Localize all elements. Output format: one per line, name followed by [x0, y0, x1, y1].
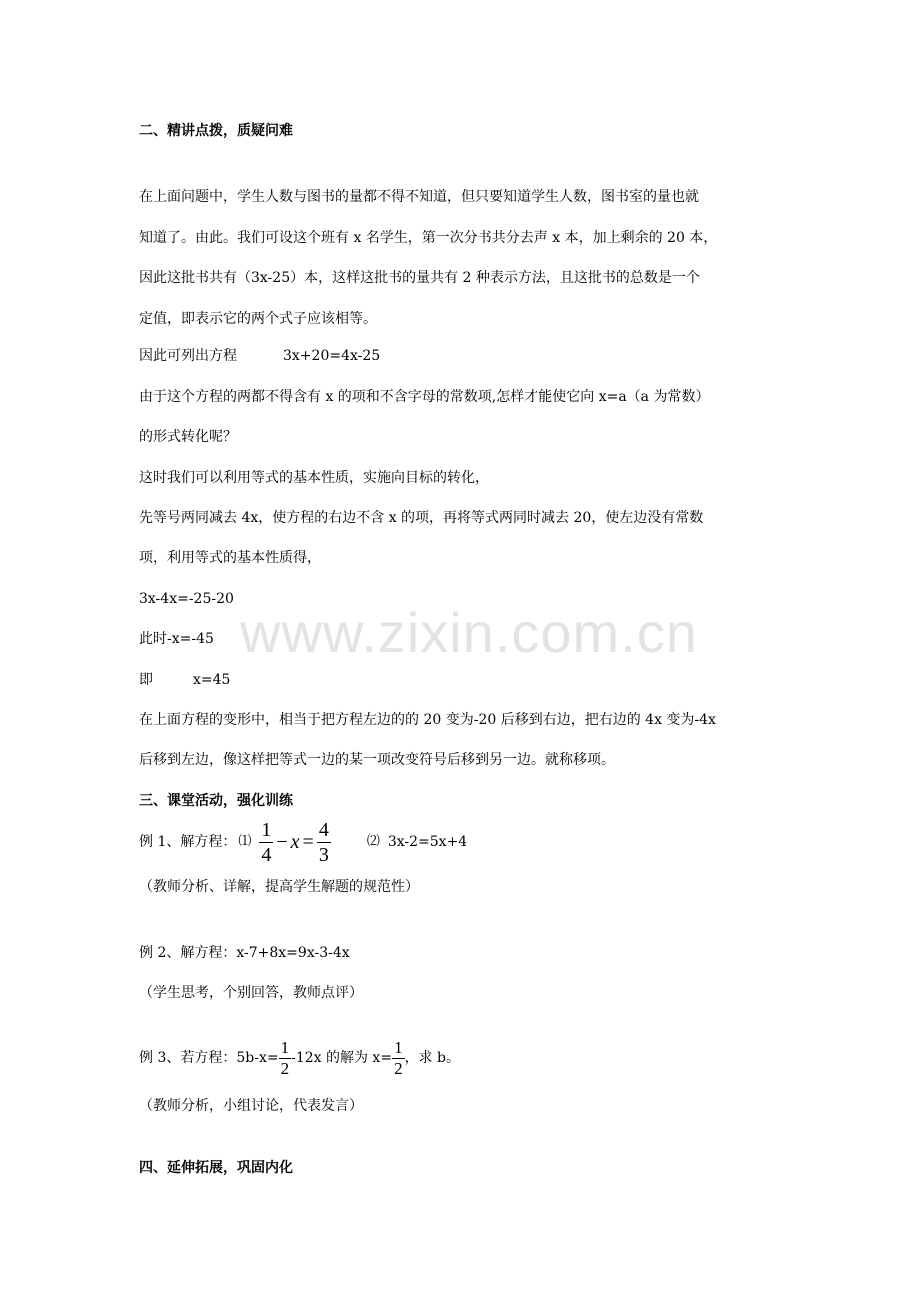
- solution-step: 此时-x=-45: [139, 631, 214, 647]
- example-text: ，求 b。: [404, 1050, 460, 1066]
- example-1: [139, 814, 467, 870]
- paragraph-line: 由于这个方程的两都不得含有 x 的项和不含字母的常数项,怎样才能使它向 x=a（a 为常数）: [139, 389, 710, 405]
- paragraph-line: 在上面方程的变形中，相当于把方程左边的的 20 变为-20 后移到右边，把右边的 4x 变为-4x: [139, 712, 716, 728]
- watermark: www.zixin.com.cn: [240, 601, 698, 664]
- paragraph-line: 在上面问题中，学生人数与图书的量都不得不知道，但只要知道学生人数，图书室的量也就: [139, 189, 699, 205]
- numerator: 4: [318, 818, 329, 841]
- numerator: 1: [394, 1037, 403, 1057]
- teaching-note: （教师分析，小组讨论，代表发言）: [139, 1098, 363, 1114]
- example-2: 例 2、解方程：x-7+8x=9x-3-4x: [139, 945, 350, 961]
- fraction: [259, 818, 273, 867]
- equals-sign: =: [302, 831, 314, 853]
- equation: 3x-2=5x+4: [387, 834, 468, 850]
- teaching-note: （教师分析、详解，提高学生解题的规范性）: [139, 879, 419, 895]
- paragraph-line: 先等号两同减去 4x，使方程的右边不含 x 的项，再将等式两同时减去 20，使左边没有常数: [139, 510, 704, 526]
- fraction: [317, 818, 331, 867]
- example-3: [139, 1032, 460, 1084]
- denominator: 3: [318, 843, 329, 866]
- paragraph-line: 定值，即表示它的两个式子应该相等。: [139, 311, 377, 327]
- numerator: 1: [280, 1037, 290, 1057]
- equation-label: 因此可列出方程: [139, 348, 237, 364]
- numerator: 1: [261, 818, 272, 841]
- paragraph-line: 这时我们可以利用等式的基本性质，实施向目标的转化，: [139, 470, 489, 486]
- fraction: [279, 1038, 292, 1079]
- teaching-note: （学生思考，个别回答，教师点评）: [139, 985, 363, 1001]
- paragraph-line: 知道了。由此。我们可设这个班有 x 名学生，第一次分书共分去声 x 本，加上剩余的 20 本，: [139, 230, 718, 246]
- paragraph-line: 因此这批书共有（3x-25）本，这样这批书的量共有 2 种表示方法，且这批书的总数是一个: [139, 270, 700, 286]
- step-value: x=45: [193, 672, 231, 688]
- part-number: ⑵: [366, 834, 380, 849]
- paragraph-line: 后移到左边，像这样把等式一边的某一项改变符号后移到另一边。就称移项。: [139, 752, 615, 768]
- equation: 3x+20=4x-25: [283, 348, 381, 364]
- section2-heading: 二、精讲点拨，质疑问难: [139, 123, 293, 139]
- part-number: ⑴: [238, 834, 252, 849]
- example-text: 例 3、若方程：5b-x=: [139, 1050, 279, 1066]
- section3-heading: 三、课堂活动，强化训练: [139, 793, 293, 809]
- equation-line: [139, 346, 380, 366]
- fraction: [392, 1038, 405, 1079]
- denominator: 2: [280, 1058, 290, 1078]
- section4-heading: 四、延伸拓展，巩固内化: [139, 1160, 293, 1176]
- variable: x: [290, 831, 300, 853]
- solution-step: 3x-4x=-25-20: [139, 591, 234, 607]
- step-label: 即: [139, 672, 153, 688]
- solution-step: [139, 670, 230, 690]
- example-label: 例 1、解方程：: [139, 834, 237, 850]
- paragraph-line: 的形式转化呢？: [139, 429, 237, 445]
- minus-sign: −: [276, 831, 288, 853]
- denominator: 4: [261, 843, 272, 866]
- denominator: 2: [394, 1058, 403, 1078]
- paragraph-line: 项，利用等式的基本性质得，: [139, 550, 321, 566]
- example-text: -12x 的解为 x=: [291, 1050, 393, 1066]
